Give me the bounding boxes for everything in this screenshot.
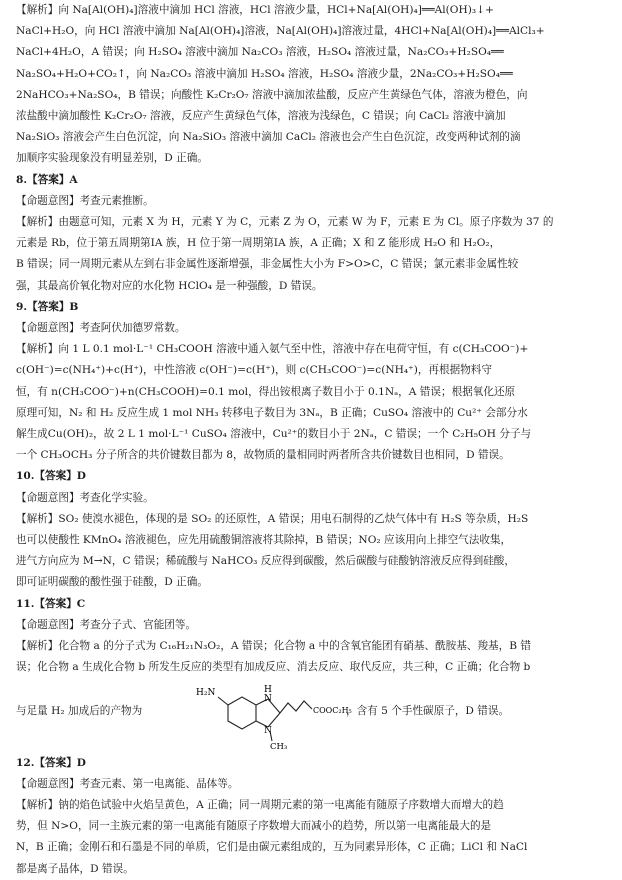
chemical-structure <box>192 679 352 753</box>
q7-line: 2NaHCO₃+Na₂SO₄，B 错误；向酸性 K₂Cr₂O₇ 溶液中滴加浓盐酸，反应产生黄绿色气体，溶液为橙色，向 <box>16 88 528 101</box>
q8-line: 强，其最高价氧化物对应的水化物 HClO₄ 是一种强酸，D 错误。 <box>16 279 323 292</box>
q12-line: 势，但 N>O，同一主族元素的第一电离能有随原子序数增大而减小的趋势，所以第一电离能最大的是 <box>16 820 492 833</box>
q7-line: Na₂SO₄+H₂O+CO₂↑，向 Na₂CO₃ 溶液中滴加 H₂SO₄ 溶液，H₂SO₄ 溶液少量，2Na₂CO₃+H₂SO₄══ <box>16 67 513 80</box>
q7-line: 浓盐酸中滴加酸性 K₂Cr₂O₇ 溶液，反应产生黄绿色气体，溶液为浅绿色，C 错误；向 CaCl₂ 溶液中滴加 <box>16 110 506 123</box>
q9-line: 原理可知，N₂ 和 H₂ 反应生成 1 mol NH₃ 转移电子数目为 3Nₐ，B 正确；CuSO₄ 溶液中的 Cu²⁺ 会部分水 <box>16 406 528 419</box>
q12-line: 都是离子晶体，D 错误。 <box>16 862 134 875</box>
q10-block <box>16 466 612 593</box>
q12-line: 【解析】钠的焰色试验中火焰呈黄色，A 正确；同一周期元素的第一电离能有随原子序数增大而增大的趋 <box>16 798 504 811</box>
q10-line: 即可证明碳酸的酸性强于硅酸，D 正确。 <box>16 576 208 589</box>
q7-line: Na₂SiO₃ 溶液会产生白色沉淀，向 Na₂SiO₃ 溶液中滴加 CaCl₂ 溶液也会产生白色沉淀，改变两种试剂的滴 <box>16 131 521 144</box>
q7-explanation <box>16 0 612 170</box>
q9-answer: 9.【答案】B <box>16 300 79 313</box>
q7-line: 【解析】向 Na[Al(OH)₄]溶液中滴加 HCl 溶液，HCl 溶液少量，HCl+Na[Al(OH)₄]══Al(OH)₃↓+ <box>16 4 494 16</box>
ring-n2-label: N <box>264 725 272 736</box>
q10-answer: 10.【答案】D <box>16 470 86 483</box>
ring-n-label: N <box>264 693 272 704</box>
q8-intent: 【命题意图】考查元素推断。 <box>16 194 154 207</box>
q10-intent: 【命题意图】考查化学实验。 <box>16 491 154 504</box>
q12-answer: 12.【答案】D <box>16 756 86 769</box>
q9-intent: 【命题意图】考查阿伏加德罗常数。 <box>16 322 186 335</box>
q9-line: c(OH⁻)=c(NH₄⁺)+c(H⁺)，中性溶液 c(OH⁻)=c(H⁺)，则 c(CH₃COO⁻)=c(NH₄⁺)，再根据物料守 <box>16 364 492 377</box>
q8-answer: 8.【答案】A <box>16 173 78 186</box>
q12-block <box>16 753 612 880</box>
q12-intent: 【命题意图】考查元素、第一电离能、晶体等。 <box>16 777 239 790</box>
q10-line: 也可以使酸性 KMnO₄ 溶液褪色，应先用硫酸铜溶液将其除掉，B 错误；NO₂ 应该用向上排空气法收集， <box>16 534 512 547</box>
ester-label: COOC₂H₅ <box>313 705 352 715</box>
nh-label: H <box>264 684 272 695</box>
q8-block <box>16 170 612 297</box>
q10-line: 进气方向应为 M→N，C 错误；稀硫酸与 NaHCO₃ 反应得到碳酸，然后碳酸与硅酸钠溶液反应得到硅酸， <box>16 555 515 568</box>
q7-line: NaCl+H₂O，向 HCl 溶液中滴加 Na[Al(OH)₄]溶液，Na[Al(OH)₄]溶液过量，4HCl+Na[Al(OH)₄]══AlCl₃+ <box>16 25 545 38</box>
q9-block <box>16 297 612 467</box>
q10-line: 【解析】SO₂ 使溴水褪色，体现的是 SO₂ 的还原性，A 错误；用电石制得的乙炔气体中有 H₂S 等杂质，H₂S <box>16 512 529 525</box>
amine-label: H₂N <box>196 687 216 698</box>
q8-line: B 错误；同一周期元素从左到右非金属性逐渐增强，非金属性大小为 F>O>C，C 错误；氯元素非金属性较 <box>16 258 519 271</box>
q8-line: 【解析】由题意可知，元素 X 为 H，元素 Y 为 C，元素 Z 为 O，元素 W 为 F，元素 E 为 Cl。原子序数为 37 的 <box>16 216 554 229</box>
q11-structure-trail-text: ，含有 5 个手性碳原子，D 错误。 <box>346 704 510 717</box>
q9-line: 一个 CH₃OCH₃ 分子所含的共价键数目都为 8，故物质的量相同时两者所含共价键数目也相同，D 错误。 <box>16 449 510 462</box>
q11-structure-row <box>16 679 612 753</box>
q7-line: NaCl+4H₂O，A 错误；向 H₂SO₄ 溶液中滴加 Na₂CO₃ 溶液，H₂SO₄ 溶液过量，Na₂CO₃+H₂SO₄══ <box>16 46 504 59</box>
q11-line: 误；化合物 a 生成化合物 b 所发生反应的类型有加成反应、消去反应、取代反应，共三种，C 正确；化合物 b <box>16 661 531 674</box>
cyclohexane-ring <box>228 697 256 729</box>
q11-structure-lead-text: 与足量 H₂ 加成后的产物为 <box>16 704 143 717</box>
methyl-label: CH₃ <box>270 741 288 752</box>
q9-line: 解生成Cu(OH)₂，故 2 L 1 mol·L⁻¹ CuSO₄ 溶液中，Cu²⁺的数目小于 2Nₐ，C 错误；一个 C₂H₅OH 分子与 <box>16 428 532 441</box>
q9-line: 【解析】向 1 L 0.1 mol·L⁻¹ CH₃COOH 溶液中通入氨气至中性，溶液中存在电荷守恒，有 c(CH₃COO⁻)+ <box>16 343 529 356</box>
q11-answer: 11.【答案】C <box>16 597 86 610</box>
q11-block <box>16 594 612 753</box>
q9-line: 恒，有 n(CH₃COO⁻)+n(CH₃COOH)=0.1 mol，得出铵根离子数目小于 0.1Nₐ，A 错误；根据氧化还原 <box>16 385 516 398</box>
q11-line: 【解析】化合物 a 的分子式为 C₁₆H₂₁N₃O₂，A 错误；化合物 a 中的含氧官能团有硝基、酰胺基、羧基，B 错 <box>16 640 531 653</box>
q12-line: N，B 正确；金刚石和石墨是不同的单质，它们是由碳元素组成的，互为同素异形体，C 正确；LiCl 和 NaCl <box>16 841 528 854</box>
q8-line: 元素是 Rb，位于第五周期第ⅠA 族，H 位于第一周期第ⅠA 族，A 正确；X 和 Z 能形成 H₂O 和 H₂O₂， <box>16 237 501 250</box>
q11-intent: 【命题意图】考查分子式、官能团等。 <box>16 618 197 631</box>
q7-line: 加顺序实验现象没有明显差别，D 正确。 <box>16 152 208 165</box>
